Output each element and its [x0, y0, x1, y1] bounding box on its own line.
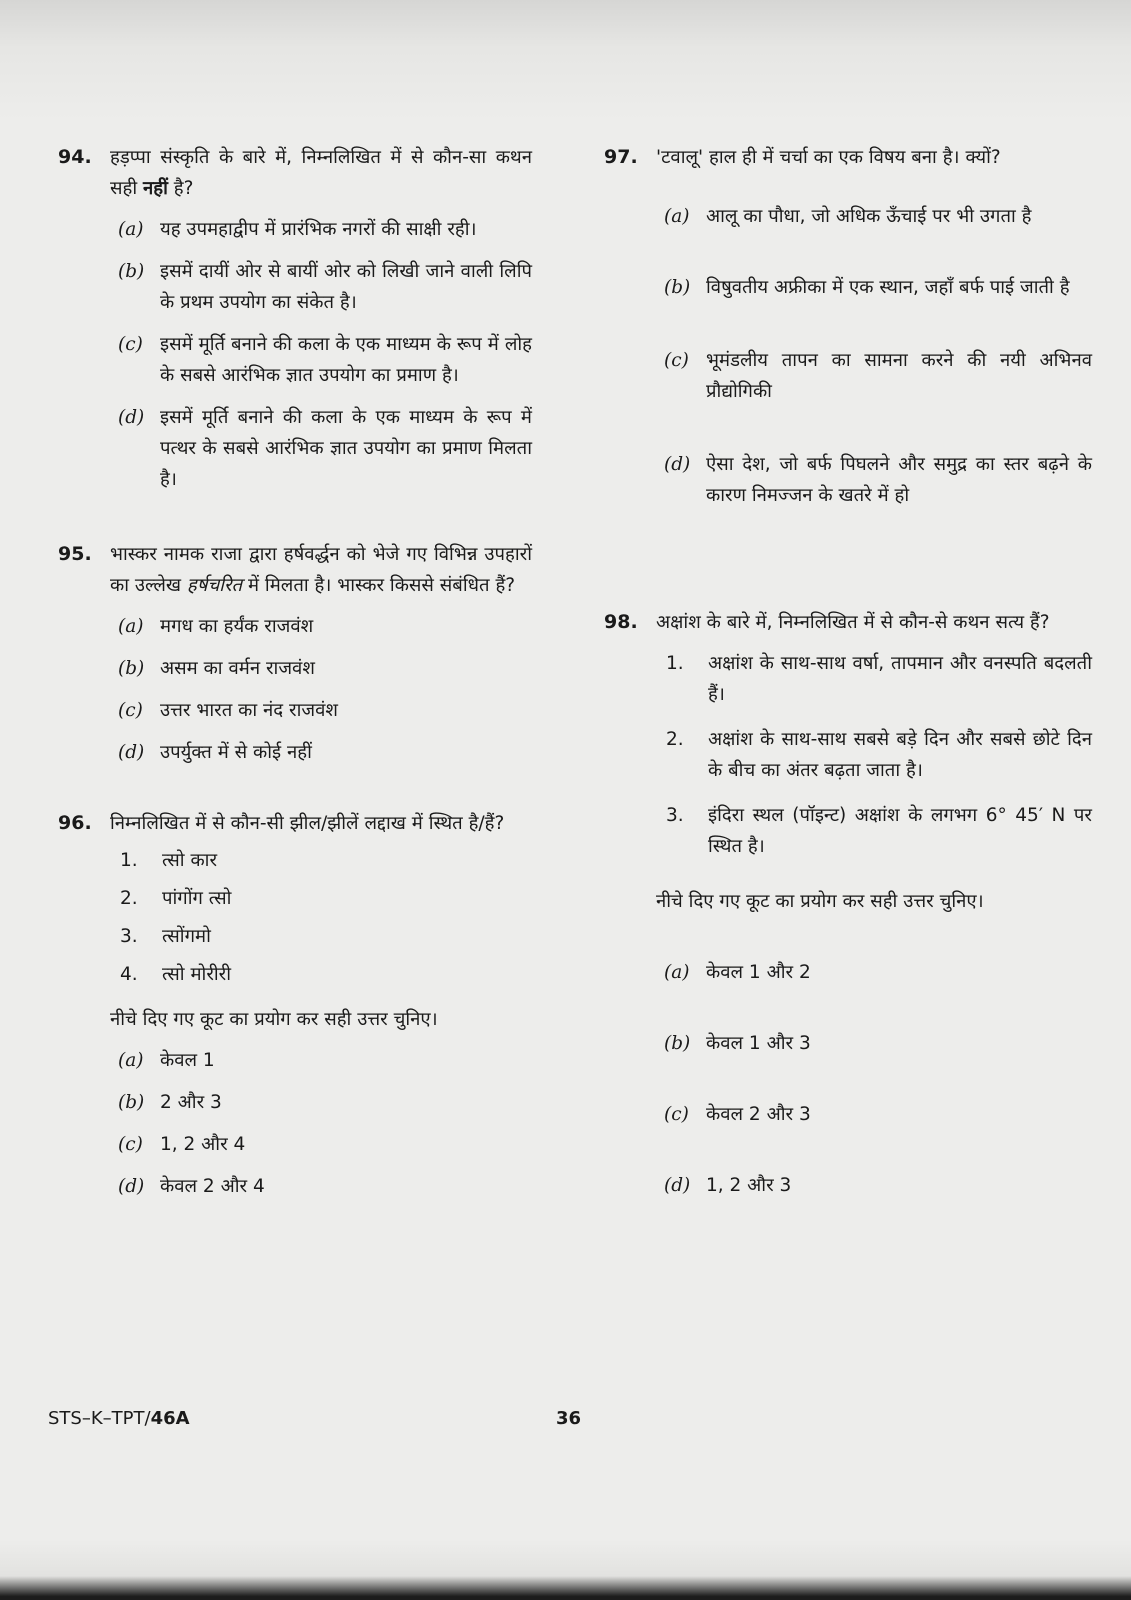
option: (a) केवल 1 — [118, 1050, 215, 1071]
question-95 — [58, 539, 532, 601]
option: (d) केवल 2 और 4 — [118, 1176, 265, 1197]
question-number: 96. — [58, 812, 92, 834]
question-text: भास्कर नामक राजा द्वारा हर्षवर्द्धन को भेजे गए विभिन्न उपहारों का उल्लेख हर्षचरित में मिलता है। भास्कर किससे संबंधित हैं? — [110, 544, 532, 596]
option: (b) केवल 1 और 3 — [664, 1033, 811, 1054]
answer-instruction: नीचे दिए गए कूट का प्रयोग कर सही उत्तर चुनिए। — [110, 1009, 438, 1030]
option: (b) 2 और 3 — [118, 1092, 222, 1113]
scan-shading-bottom — [0, 1540, 1131, 1600]
option: (a) आलू का पौधा, जो अधिक ऊँचाई पर भी उगता है — [664, 206, 1032, 227]
option: (d) ऐसा देश, जो बर्फ पिघलने और समुद्र का स्तर बढ़ने के कारण निमज्जन के खतरे में हो — [664, 454, 1092, 506]
list-item: 3. इंदिरा स्थल (पॉइन्ट) अक्षांश के लगभग 6° 45′ N पर स्थित है। — [666, 805, 1092, 857]
question-number: 98. — [604, 611, 638, 633]
option: (b) विषुवतीय अफ्रीका में एक स्थान, जहाँ बर्फ पाई जाती है — [664, 277, 1070, 298]
right-column — [604, 142, 1092, 1201]
question-text: निम्नलिखित में से कौन-सी झील/झीलें लद्दाख में स्थित है/हैं? — [110, 813, 505, 834]
option: (c) 1, 2 और 4 — [118, 1134, 246, 1155]
list-item: 1. अक्षांश के साथ-साथ वर्षा, तापमान और वनस्पति बदलती हैं। — [666, 653, 1092, 705]
answer-instruction: नीचे दिए गए कूट का प्रयोग कर सही उत्तर चुनिए। — [656, 891, 984, 912]
question-98 — [604, 607, 1092, 638]
question-94 — [58, 142, 532, 204]
question-97 — [604, 142, 1092, 173]
question-number: 97. — [604, 146, 638, 168]
list-item: 3. त्सोंगमो — [120, 926, 211, 947]
list-item: 2. अक्षांश के साथ-साथ सबसे बड़े दिन और सबसे छोटे दिन के बीच का अंतर बढ़ता जाता है। — [666, 729, 1092, 781]
option: (c) भूमंडलीय तापन का सामना करने की नयी अभिनव प्रौद्योगिकी — [664, 350, 1092, 402]
option: (c) उत्तर भारत का नंद राजवंश — [118, 700, 338, 721]
option: (b) असम का वर्मन राजवंश — [118, 658, 315, 679]
question-number: 94. — [58, 146, 92, 168]
option: (d) उपर्युक्त में से कोई नहीं — [118, 742, 312, 763]
list-item: 1. त्सो कार — [120, 850, 218, 871]
list-item: 4. त्सो मोरीरी — [120, 964, 232, 985]
option: (b) इसमें दायीं ओर से बायीं ओर को लिखी जाने वाली लिपि के प्रथम उपयोग का संकेत है। — [118, 261, 532, 313]
question-text: 'टवालू' हाल ही में चर्चा का एक विषय बना है। क्यों? — [656, 147, 1001, 168]
option: (a) यह उपमहाद्वीप में प्रारंभिक नगरों की साक्षी रही। — [118, 219, 477, 240]
list-item: 2. पांगोंग त्सो — [120, 888, 232, 909]
question-text: अक्षांश के बारे में, निम्नलिखित में से कौन-से कथन सत्य हैं? — [656, 612, 1050, 633]
scan-shading-top — [0, 0, 1131, 120]
option: (c) इसमें मूर्ति बनाने की कला के एक माध्यम के रूप में लोह के सबसे आरंभिक ज्ञात उपयोग का प्रमाण है। — [118, 334, 532, 386]
option: (a) केवल 1 और 2 — [664, 962, 811, 983]
emphasis-not: नहीं — [143, 178, 168, 199]
option: (d) इसमें मूर्ति बनाने की कला के एक माध्यम के रूप में पत्थर के सबसे आरंभिक ज्ञात उपयोग का प्रमाण मिलता है। — [118, 407, 532, 490]
left-column — [58, 142, 532, 1202]
option: (c) केवल 2 और 3 — [664, 1104, 811, 1125]
option: (d) 1, 2 और 3 — [664, 1175, 792, 1196]
page-number: 36 — [556, 1408, 582, 1429]
option: (a) मगध का हर्यंक राजवंश — [118, 616, 314, 637]
question-number: 95. — [58, 543, 92, 565]
booklet-code: STS–K–TPT/46A — [48, 1408, 190, 1429]
book-title: हर्षचरित — [186, 575, 243, 596]
question-96 — [58, 808, 532, 839]
question-text: हड़प्पा संस्कृति के बारे में, निम्नलिखित में से कौन-सा कथन सही नहीं है? — [110, 147, 532, 199]
